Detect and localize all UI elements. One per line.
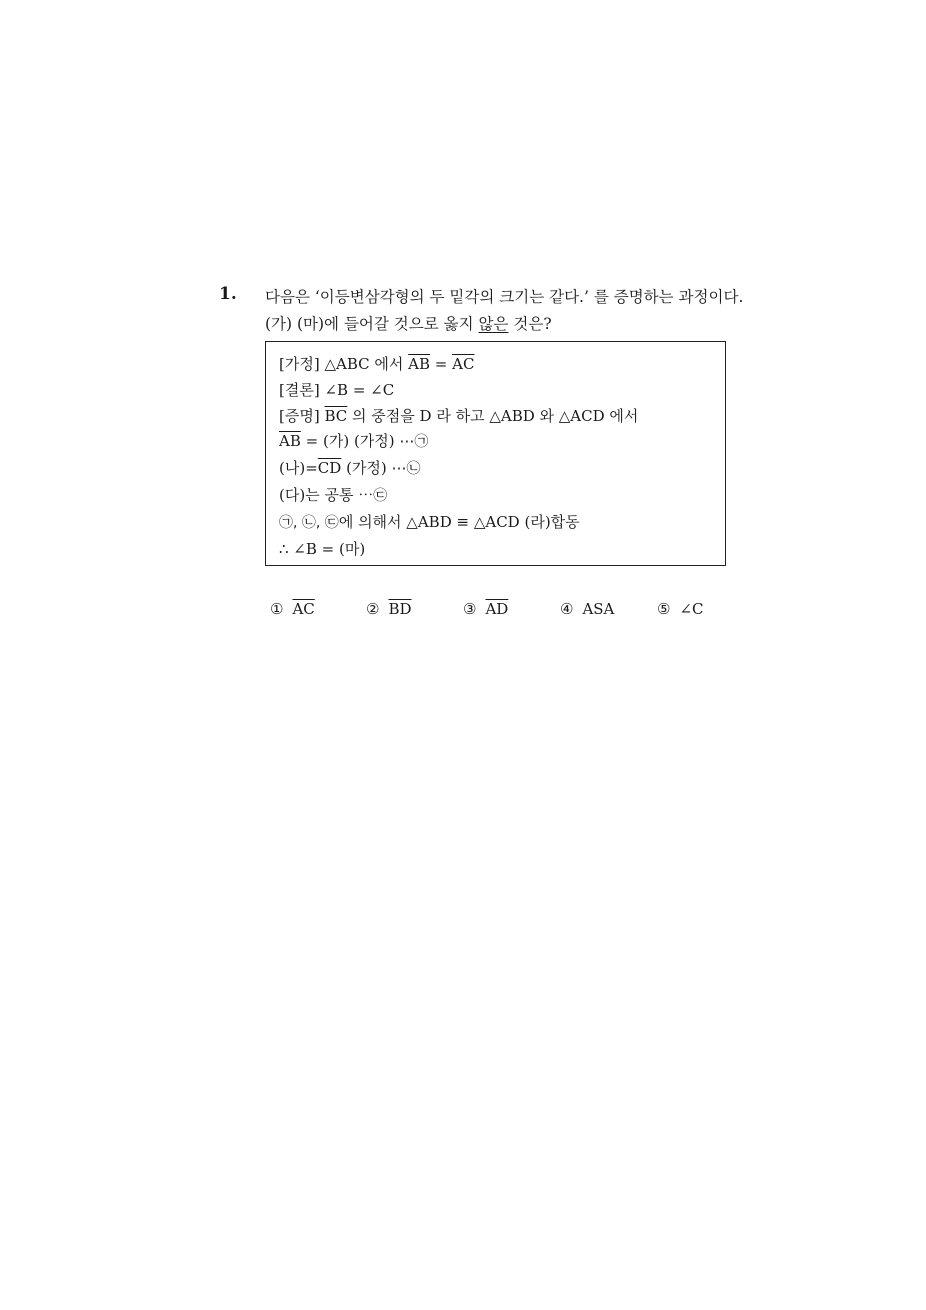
proof-conclusion xyxy=(279,378,725,404)
hypothesis-tag: [가정] xyxy=(279,355,320,373)
step4-text: 에 의해서 △ABD ≡ △ACD (라)합동 xyxy=(338,512,580,531)
choice-3[interactable] xyxy=(463,600,508,618)
step2-segment: $\overline{CD}$ xyxy=(317,459,342,478)
choice-4-label: ASA xyxy=(582,600,615,618)
question-line-1: 다음은 ‘이등변삼각형의 두 밑각의 크기는 같다.’ 를 증명하는 과정이다. xyxy=(265,288,744,306)
choice-4-number: ④ xyxy=(560,600,574,618)
choice-1-number: ① xyxy=(270,600,284,618)
hypothesis-triangle: △ABC 에서 xyxy=(324,355,404,373)
choice-5-label: ∠C xyxy=(679,600,704,618)
step2-prefix: (나)= xyxy=(279,459,318,478)
proof-step-2 xyxy=(279,456,725,483)
proof-intro-text: 의 중점을 D 라 하고 △ABD 와 △ACD 에서 xyxy=(352,406,639,425)
step4-marks: ㉠, ㉡, ㉢ xyxy=(279,514,339,531)
step2-mark: ㉡ xyxy=(406,461,421,478)
choice-5-number: ⑤ xyxy=(657,600,671,618)
proof-step-4 xyxy=(279,510,725,537)
choice-5[interactable] xyxy=(657,600,704,618)
choice-1-label: $\overline{AC}$ xyxy=(292,600,315,618)
step5-text: ∴ ∠B = (마) xyxy=(279,539,366,558)
choice-2[interactable] xyxy=(366,600,412,618)
choice-1[interactable] xyxy=(270,600,315,618)
step1-segment: $\overline{AB}$ xyxy=(279,432,301,451)
question-stem xyxy=(265,284,785,338)
proof-step-3 xyxy=(279,483,725,510)
proof-step-1 xyxy=(279,429,725,456)
conclusion-text: ∠B = ∠C xyxy=(324,380,395,399)
question-number: 1. xyxy=(219,284,237,304)
choice-2-label: $\overline{BD}$ xyxy=(388,600,412,618)
step3-text: (다)는 공통 ⋯ xyxy=(279,485,374,504)
answer-choices xyxy=(0,600,926,626)
proof-box xyxy=(265,341,726,566)
proof-step-5 xyxy=(279,537,725,563)
question-line-2 xyxy=(265,311,785,338)
question-line-2-start: (가) (마)에 들어갈 것으로 옳지 xyxy=(265,315,479,333)
step1-mark: ㉠ xyxy=(414,434,429,451)
step1-text: = (가) (가정) ⋯ xyxy=(305,432,415,451)
step3-mark: ㉢ xyxy=(373,487,388,504)
question-line-2-end: 것은? xyxy=(508,315,552,333)
conclusion-tag: [결론] xyxy=(279,380,320,399)
segment-ac: $\overline{AC}$ xyxy=(452,355,475,373)
proof-hypothesis xyxy=(279,352,725,378)
underlined-word: 않은 xyxy=(478,315,509,333)
choice-2-number: ② xyxy=(366,600,380,618)
segment-bc: $\overline{BC}$ xyxy=(324,406,348,425)
step2-text: (가정) ⋯ xyxy=(346,459,407,478)
segment-ab: $\overline{AB}$ xyxy=(408,355,431,373)
choice-3-number: ③ xyxy=(463,600,477,618)
proof-intro xyxy=(279,404,725,430)
proof-tag: [증명] xyxy=(279,406,320,425)
choice-4[interactable] xyxy=(560,600,614,618)
choice-3-label: $\overline{AD}$ xyxy=(485,600,509,618)
equals-sign: = xyxy=(434,355,448,373)
